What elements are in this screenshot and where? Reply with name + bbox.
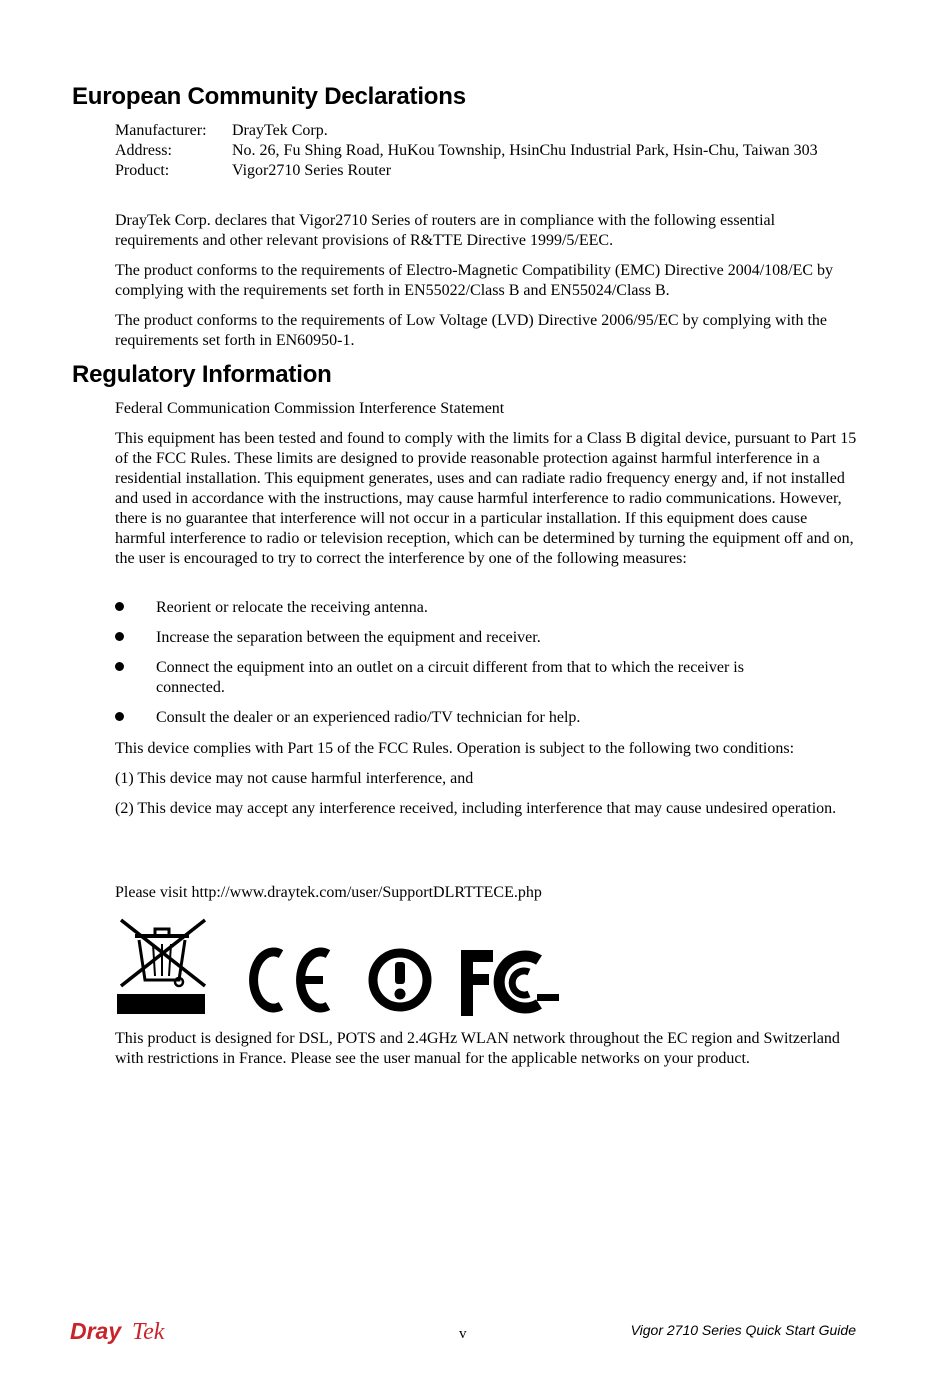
draytek-logo-dray: Dray [70, 1318, 122, 1344]
paragraph-emc-compliance: The product conforms to the requirements of Electro-Magnetic Compatibility (EMC) Directive 2004/108/EC by complying with the requirements set forth in EN55022/Class B and EN55024/Class B. [115, 262, 834, 299]
paragraph-wlan-restrictions: This product is designed for DSL, POTS and 2.4GHz WLAN network throughout the EC region and Switzerland with restrictions in France. Please see the user manual for the applicable networks on your product. [115, 1030, 840, 1067]
field-value: No. 26, Fu Shing Road, HuKou Township, HsinChu Industrial Park, Hsin-Chu, Taiwan 303 [232, 142, 818, 159]
list-item [115, 598, 860, 618]
paragraph-lvd-compliance: The product conforms to the requirements of Low Voltage (LVD) Directive 2006/95/EC by complying with the requirements set forth in EN60950-1. [115, 312, 828, 349]
paragraph-condition-1: (1) This device may not cause harmful interference, and [115, 770, 474, 787]
alert-class2-icon [373, 953, 427, 1007]
heading-european-community-declarations: European Community Declarations [72, 83, 466, 110]
bullet-dot-icon [115, 708, 156, 728]
field-manufacturer [115, 121, 860, 141]
field-address [115, 141, 860, 161]
field-label: Product: [115, 162, 170, 179]
fcc-logo-icon [461, 950, 559, 1016]
draytek-logo-tek: Tek [132, 1319, 165, 1345]
field-label: Manufacturer: [115, 122, 207, 139]
paragraph-visit-url: Please visit http://www.draytek.com/user/SupportDLRTTECE.php [115, 884, 542, 901]
list-item-text: Reorient or relocate the receiving antenna. [156, 599, 428, 616]
certification-logos [117, 914, 567, 1020]
guide-title: Vigor 2710 Series Quick Start Guide [630, 1322, 856, 1338]
field-label: Address: [115, 142, 172, 159]
list-item-text: Increase the separation between the equipment and receiver. [156, 629, 541, 646]
paragraph-fcc-intro: Federal Communication Commission Interference Statement [115, 400, 505, 417]
list-item [115, 658, 860, 698]
declaration-fields [115, 121, 860, 181]
paragraph-condition-2: (2) This device may accept any interference received, including interference that may cause undesired operation. [115, 800, 837, 817]
list-item-text: Consult the dealer or an experienced radio/TV technician for help. [156, 709, 581, 726]
field-value: Vigor2710 Series Router [232, 162, 392, 179]
bullet-dot-icon [115, 598, 156, 618]
paragraph-fcc-statement: This equipment has been tested and found to comply with the limits for a Class B digital device, pursuant to Part 15 of the FCC Rules. These limits are designed to provide reasonable protection against harmful interference in a residential installation. This equipment generates, uses and can radiate radio frequency energy and, if not installed and used in accordance with the instructions, may cause harmful interference to radio communications. However, there is no guarantee that interference will not occur in a particular installation. If this equipment does cause harmful interference to radio or television reception, which can be determined by turning the equipment off and on, the user is encouraged to try to correct the interference by one of the following measures: [115, 430, 857, 567]
field-value: DrayTek Corp. [232, 122, 328, 139]
bullet-dot-icon [115, 658, 156, 698]
bullet-dot-icon [115, 628, 156, 648]
draytek-logo [70, 1314, 190, 1348]
weee-crossed-bin-icon [117, 920, 205, 1014]
list-item [115, 708, 860, 728]
paragraph-part15-compliance: This device complies with Part 15 of the FCC Rules. Operation is subject to the following two conditions: [115, 740, 795, 757]
list-item [115, 628, 860, 648]
heading-regulatory-information: Regulatory Information [72, 361, 332, 388]
field-product [115, 161, 860, 181]
page-number: v [459, 1326, 467, 1342]
ce-mark-icon [254, 952, 328, 1008]
list-item-text: Connect the equipment into an outlet on a circuit different from that to which the receiver is connected. [156, 659, 744, 696]
paragraph-rtte-compliance: DrayTek Corp. declares that Vigor2710 Series of routers are in compliance with the following essential requirements and other relevant provisions of R&TTE Directive 1999/5/EEC. [115, 212, 776, 249]
